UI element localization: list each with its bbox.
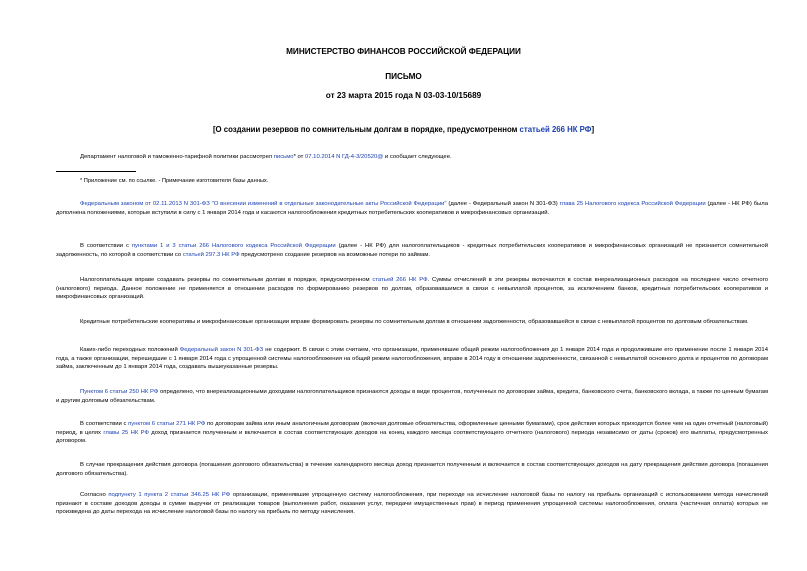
intro-paragraph (56, 153, 768, 162)
footnote: * Приложение см. по ссылке. - Примечание изготовителя базы данных. (80, 178, 269, 184)
paragraph-1 (56, 200, 768, 217)
article-250-link[interactable]: Пунктом 6 статьи 250 НК РФ (80, 389, 159, 395)
topic-link-article-266[interactable]: статьей 266 НК РФ (519, 125, 592, 134)
paragraph-4 (56, 318, 768, 327)
doc-topic (0, 125, 807, 134)
p2-text: В соответствии с (80, 243, 132, 249)
paragraph-9 (56, 491, 768, 517)
p9-text: Согласно (80, 492, 109, 498)
paragraph-2 (56, 242, 768, 259)
p5-text-2: не содержит. В связи с этим считаем, что организации, применявшие общий режим налогообложения до 1 января 2014 года и продолжившие его применение после 1 января 2014 года, а также организации, перешедшие с 1 января 2014 года с упрощенной системы налогообложения на общий режим налогообложения, вправе в 2014 году в отношении задолженности, связанной с невыплатой основного долга и процентов по договорам займа, заключенным до 1 января 2014 года, создавать вышеуказанные резервы. (56, 347, 768, 370)
article-297-3-link[interactable]: статьей 297.3 НК РФ (182, 251, 240, 258)
paragraph-6 (56, 388, 768, 405)
ministry-title: МИНИСТЕРСТВО ФИНАНСОВ РОССИЙСКОЙ ФЕДЕРАЦИИ (286, 47, 521, 56)
p2-text-3: предусмотрено создание резервов на возможные потери по займам. (239, 251, 430, 258)
federal-law-301-short-link[interactable]: Федеральный закон N 301-ФЗ (179, 347, 264, 353)
article-271-link[interactable]: пунктом 6 статьи 271 НК РФ (128, 421, 206, 427)
footnote-divider (56, 171, 136, 172)
intro-text: Департамент налоговой и таможенно-тарифной политики рассмотрел (80, 154, 274, 160)
p1-text: (далее - Федеральный закон N 301-ФЗ) (446, 201, 560, 207)
article-266-points-link[interactable]: пунктами 1 и 3 статьи 266 Налогового кодекса Российской Федерации (131, 243, 336, 249)
letter-number-link[interactable]: 07.10.2014 N ГД-4-3/20520@ (304, 154, 384, 160)
intro-text-3: и сообщает следующее. (383, 154, 452, 160)
p6-text: определено, что внереализационными доходами налогоплательщиков признаются доходы в виде процентов, полученных по договорам займа, кредита, банковского счета, банковского вклада, а также по ценным бумагам и другим долговым обязательствам. (56, 389, 768, 404)
federal-law-301-link[interactable]: Федеральным законом от 02.11.2013 N 301-ФЗ "О внесении изменений в отдельные законодательные акты Российской Федерации" (80, 201, 447, 207)
doc-date-number: от 23 марта 2015 года N 03-03-10/15689 (325, 91, 482, 100)
p7-text-2: по договорам займа или иным аналогичным договорам (включая долговые обязательства, оформленные ценными бумагами), срок действия которых приходится более чем на один отчетный (налоговый) период, в целях (56, 421, 768, 436)
article-266-link[interactable]: статьей 266 НК РФ (372, 277, 428, 283)
topic-text: [О создании резервов по сомнительным долгам в порядке, предусмотренном (212, 125, 520, 134)
p8-text: В случае прекращения действия договора (погашения долгового обязательства) в течение календарного месяца доход признается полученным и включается в состав соответствующих доходов на дату прекращения действия договора (погашения долгового обязательства). (56, 462, 768, 477)
p4-text: Кредитные потребительские кооперативы и микрофинансовые организации вправе формировать резервы по сомнительным долгам в отношении задолженности, образовавшейся в связи с невыплатой процентов по долговым обязательствам. (80, 319, 749, 325)
p1-text-2: (далее - НК РФ) была дополнена положениями, которые вступили в силу с 1 января 2014 года и касаются налогообложения кредитных потребительских кооперативов и микрофинансовых организаций. (56, 201, 768, 216)
chapter-25-link[interactable]: глава 25 Налогового кодекса Российской Федерации (559, 201, 706, 207)
p3-text: Налогоплательщик вправе создавать резервы по сомнительным долгам в порядке, предусмотренном (80, 277, 373, 283)
p3-text-2: . Суммы отчислений в эти резервы включаются в состав внереализационных расходов на последнее число отчетного (налогового) периода. Данное положение не применяется в отношении расходов по формированию резервов по долгам, образовавшимся в связи с невыплатой процентов, за исключением банков, кредитных потребительских кооперативов и микрофинансовых организаций. (56, 277, 769, 300)
letter-link[interactable]: письмо (273, 154, 294, 160)
p5-text: Каких-либо переходных положений (80, 347, 180, 353)
p7-text-3: доход признается полученным и включается в состав соответствующих доходов на конец каждого месяца соответствующего отчетного (налогового) периода независимо от даты (сроков) его выплаты, предусмотренных договором. (56, 429, 768, 444)
chapter-25-short-link[interactable]: главы 25 НК РФ (103, 429, 149, 436)
p9-text-2: организации, применявшие упрощенную систему налогообложения, при переходе на исчисление налоговой базы по налогу на прибыль организаций с использованием метода начислений признают в составе доходов доходы в сумме выручки от реализации товаров (выполнения работ, оказания услуг, передачи имущественных прав) в период применения упрощенной системы налогообложения, оплата (частичная оплата) которых не произведена до даты перехода на исчисление налоговой базы по налогу на прибыль по методу начисления. (56, 492, 769, 515)
intro-text-2: * от (293, 154, 305, 160)
paragraph-5 (56, 346, 768, 372)
paragraph-8 (56, 461, 768, 478)
doc-type: ПИСЬМО (385, 72, 422, 81)
topic-suffix: ] (591, 125, 595, 134)
paragraph-3 (56, 276, 768, 302)
paragraph-7 (56, 420, 768, 446)
p7-text: В соответствии с (80, 421, 129, 427)
article-346-25-link[interactable]: подпункту 1 пункта 2 статьи 346.25 НК РФ (108, 492, 231, 498)
p2-text-2: (далее - НК РФ) для налогоплательщиков - кредитных потребительских кооперативов и микрофинансовых организаций не признается сомнительной задолженность, по которой в соответствии со (56, 243, 768, 258)
